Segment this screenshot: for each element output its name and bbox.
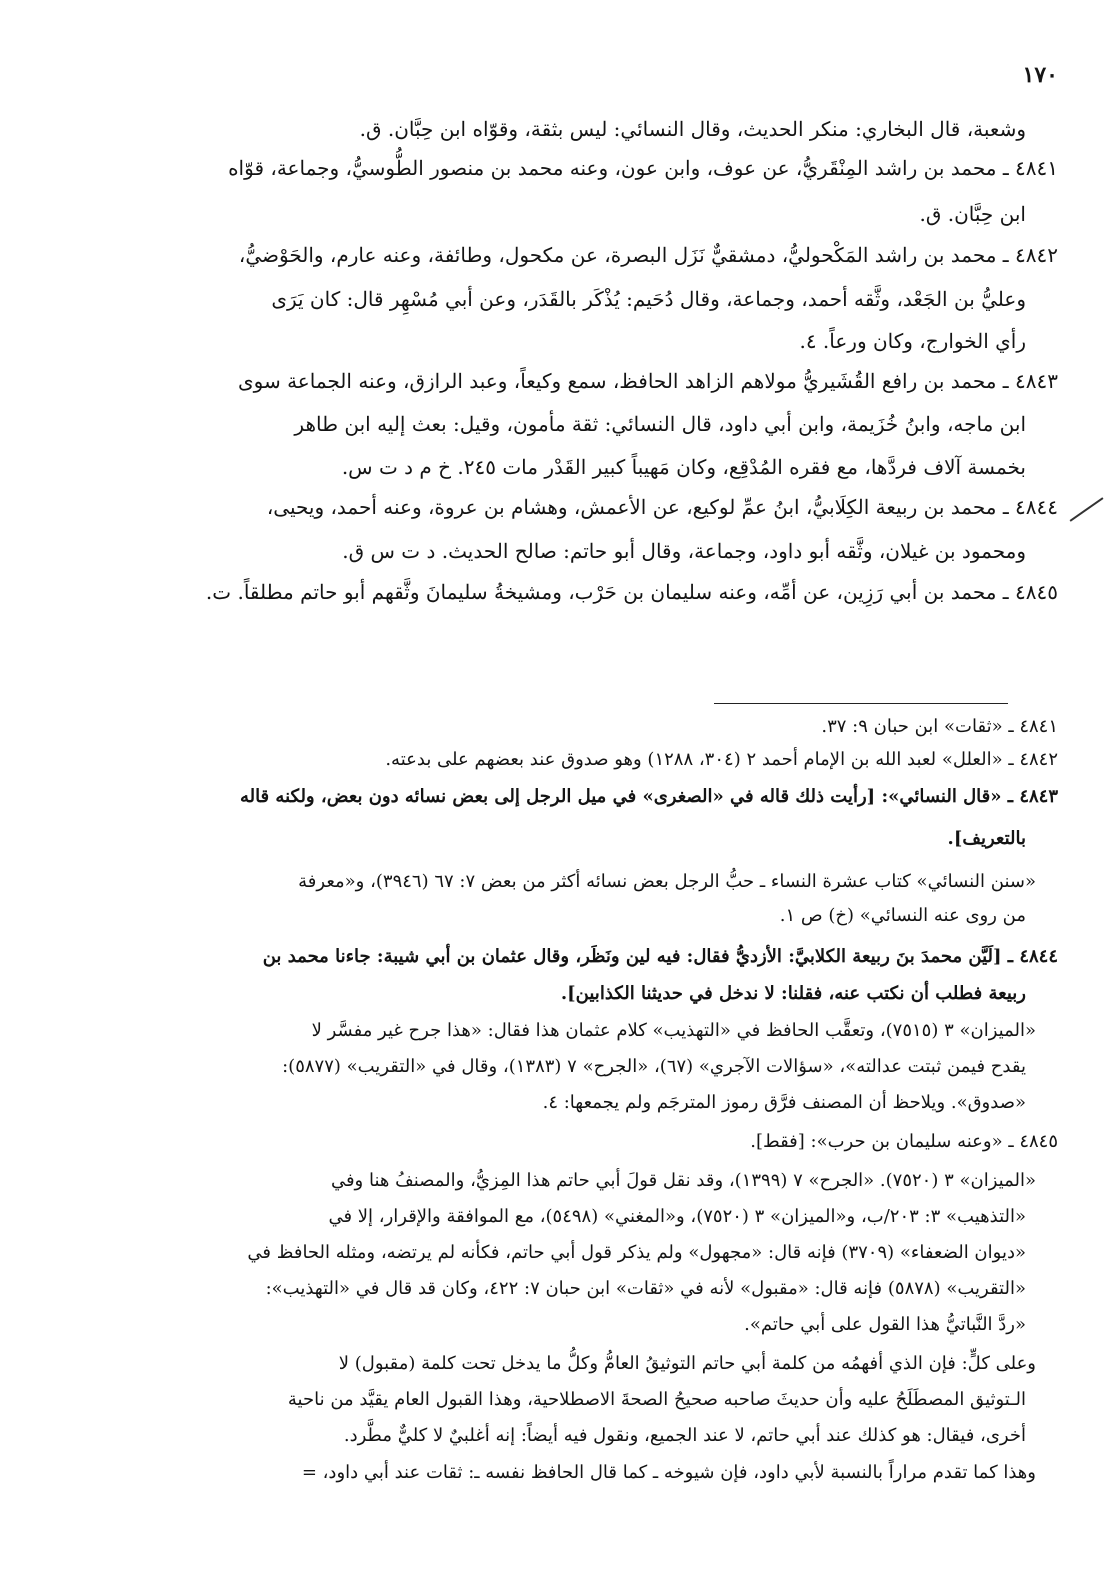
footnote-line: «التذهيب» ٣: ٢٠٣/ب، و«الميزان» ٣ (٧٥٢٠)، و«المغني» (٥٤٩٨)، مع الموافقة والإقرار، إلا في [328,1206,1026,1227]
text-line: ابن حِبَّان. ق. [919,202,1026,226]
footnote-4842: ٤٨٤٢ ـ «العلل» لعبد الله بن الإمام أحمد ٢ (٣٠٤، ١٢٨٨) وهو صدوق عند بعضهم على بدعته. [385,749,1058,770]
footnote-line: أخرى، فيقال: هو كذلك عند أبي حاتم، لا عند الجميع، ونقول فيه أيضاً: إنه أغلبيٌ لا كليٌّ مطَّرد. [343,1425,1026,1446]
text-line: وشعبة، قال البخاري: منكر الحديث، وقال النسائي: ليس بثقة، وقوّاه ابن حِبَّان. ق. [359,117,1026,141]
entry-4843: ٤٨٤٣ ـ محمد بن رافع القُشَيريُّ مولاهم الزاهد الحافظ، سمع وكيعاً، وعبد الرازق، وعنه الجماعة سوى [237,369,1058,393]
text-line: ابن ماجه، وابنُ خُزَيمة، وابن أبي داود، قال النسائي: ثقة مأمون، وقيل: بعث إليه ابن طاهر [294,412,1026,436]
entry-4841: ٤٨٤١ ـ محمد بن راشد المِنْقَريُّ، عن عوف، وابن عون، وعنه محمد بن منصور الطُّوسيُّ، وجماعة، قوّاه [228,156,1058,180]
footnote-4841: ٤٨٤١ ـ «ثقات» ابن حبان ٩: ٣٧. [821,716,1058,737]
text-line: بخمسة آلاف فردَّها، مع فقره المُدْقِع، وكان مَهيباً كبير القَدْر مات ٢٤٥. خ م د ت س. [341,455,1026,479]
footnote-4843: ٤٨٤٣ ـ «قال النسائي»: [رأيت ذلك قاله في «الصغرى» في ميل الرجل إلى بعض نسائه دون بعض، ولكنه قاله [239,786,1058,807]
footnote-line: وهذا كما تقدم مراراً بالنسبة لأبي داود، فإن شيوخه ـ كما قال الحافظ نفسه ـ: ثقات عند أبي داود، = [301,1462,1036,1483]
footnote-line: «الميزان» ٣ (٧٥٢٠). «الجرح» ٧ (١٣٩٩)، وقد نقل قولَ أبي حاتم هذا المِزيُّ، والمصنفُ هنا وفي [330,1170,1036,1191]
footnote-line: «ديوان الضعفاء» (٣٧٠٩) فإنه قال: «مجهول» ولم يذكر قول أبي حاتم، فكأنه لم يرتضه، ومثله الحافظ في [247,1242,1026,1263]
entry-4844: ٤٨٤٤ ـ محمد بن ربيعة الكِلَابيُّ، ابنُ عمِّ لوكيع، عن الأعمش، وهشام بن عروة، وعنه أحمد، ويحيى، [266,495,1058,519]
footnote-line: «التقريب» (٥٨٧٨) فإنه قال: «مقبول» لأنه في «ثقات» ابن حبان ٧: ٤٢٢، وكان قد قال في «التهذيب»: [265,1278,1026,1299]
footnote-4844: ٤٨٤٤ ـ [لَيَّن محمدَ بنَ ربيعة الكلابيَّ: الأزديُّ فقال: فيه لين ونَظَر، وقال عثمان بن أبي شيبة: جاءنا محمد بن [262,946,1058,967]
footnote-line: «صدوق». ويلاحظ أن المصنف فرَّق رموز المترجَم ولم يجمعها: ٤. [542,1092,1026,1113]
footnote-line: «الميزان» ٣ (٧٥١٥)، وتعقَّب الحافظ في «التهذيب» كلام عثمان هذا فقال: «هذا جرح غير مفسَّر لا [311,1020,1036,1041]
footnote-4845: ٤٨٤٥ ـ «وعنه سليمان بن حرب»: [فقط]. [750,1131,1058,1152]
margin-mark [1070,497,1104,521]
footnote-divider [714,703,1008,704]
footnote-line: من روى عنه النسائي» (خ) ص ١. [779,905,1026,926]
footnote-line: ربيعة فطلب أن نكتب عنه، فقلنا: لا ندخل في حديثنا الكذابين]. [560,983,1026,1004]
footnote-line: وعلى كلٍّ: فإن الذي أفهمُه من كلمة أبي حاتم التوثيقُ العامُّ وكلُّ ما يدخل تحت كلمة (مقبول) لا [338,1353,1036,1374]
footnote-line: «سنن النسائي» كتاب عشرة النساء ـ حبُّ الرجل بعض نسائه أكثر من بعض ٧: ٦٧ (٣٩٤٦)، و«معرفة [298,871,1036,892]
entry-4842: ٤٨٤٢ ـ محمد بن راشد المَكْحوليُّ، دمشقيٌّ نَزَل البصرة، عن مكحول، وطائفة، وعنه عارم، والحَوْضيُّ، [238,243,1058,267]
text-line: ومحمود بن غيلان، وثَّقه أبو داود، وجماعة، وقال أبو حاتم: صالح الحديث. د ت س ق. [342,539,1026,563]
page-number: ١٧٠ [1022,62,1058,88]
footnote-line: الـتوثيق المصطَلَحُ عليه وأن حديثَ صاحبه صحيحُ الصحةَ الاصطلاحية، وهذا القبول العام يقيَّد من ناحية [287,1389,1026,1410]
text-line: وعليُّ بن الجَعْد، وثَّقه أحمد، وجماعة، وقال دُحَيم: يُذْكَر بالقَدَر، وعن أبي مُسْهِر قال: كان يَرَى [271,287,1026,311]
entry-4845: ٤٨٤٥ ـ محمد بن أبي رَزِين، عن أمِّه، وعنه سليمان بن حَرْب، ومشيخةُ سليمانَ وثَّقهم أبو حاتم مطلقاً. ت. [205,580,1058,604]
footnote-line: بالتعريف]. [947,828,1026,849]
text-line: رأي الخوارج، وكان ورعاً. ٤. [799,329,1026,353]
footnote-line: «ردَّ النَّباتيُّ هذا القول على أبي حاتم». [744,1314,1026,1335]
footnote-line: يقدح فيمن ثبتت عدالته»، «سؤالات الآجري» (٦٧)، «الجرح» ٧ (١٣٨٣)، وقال في «التقريب» (٥٨٧٧): [282,1056,1026,1077]
